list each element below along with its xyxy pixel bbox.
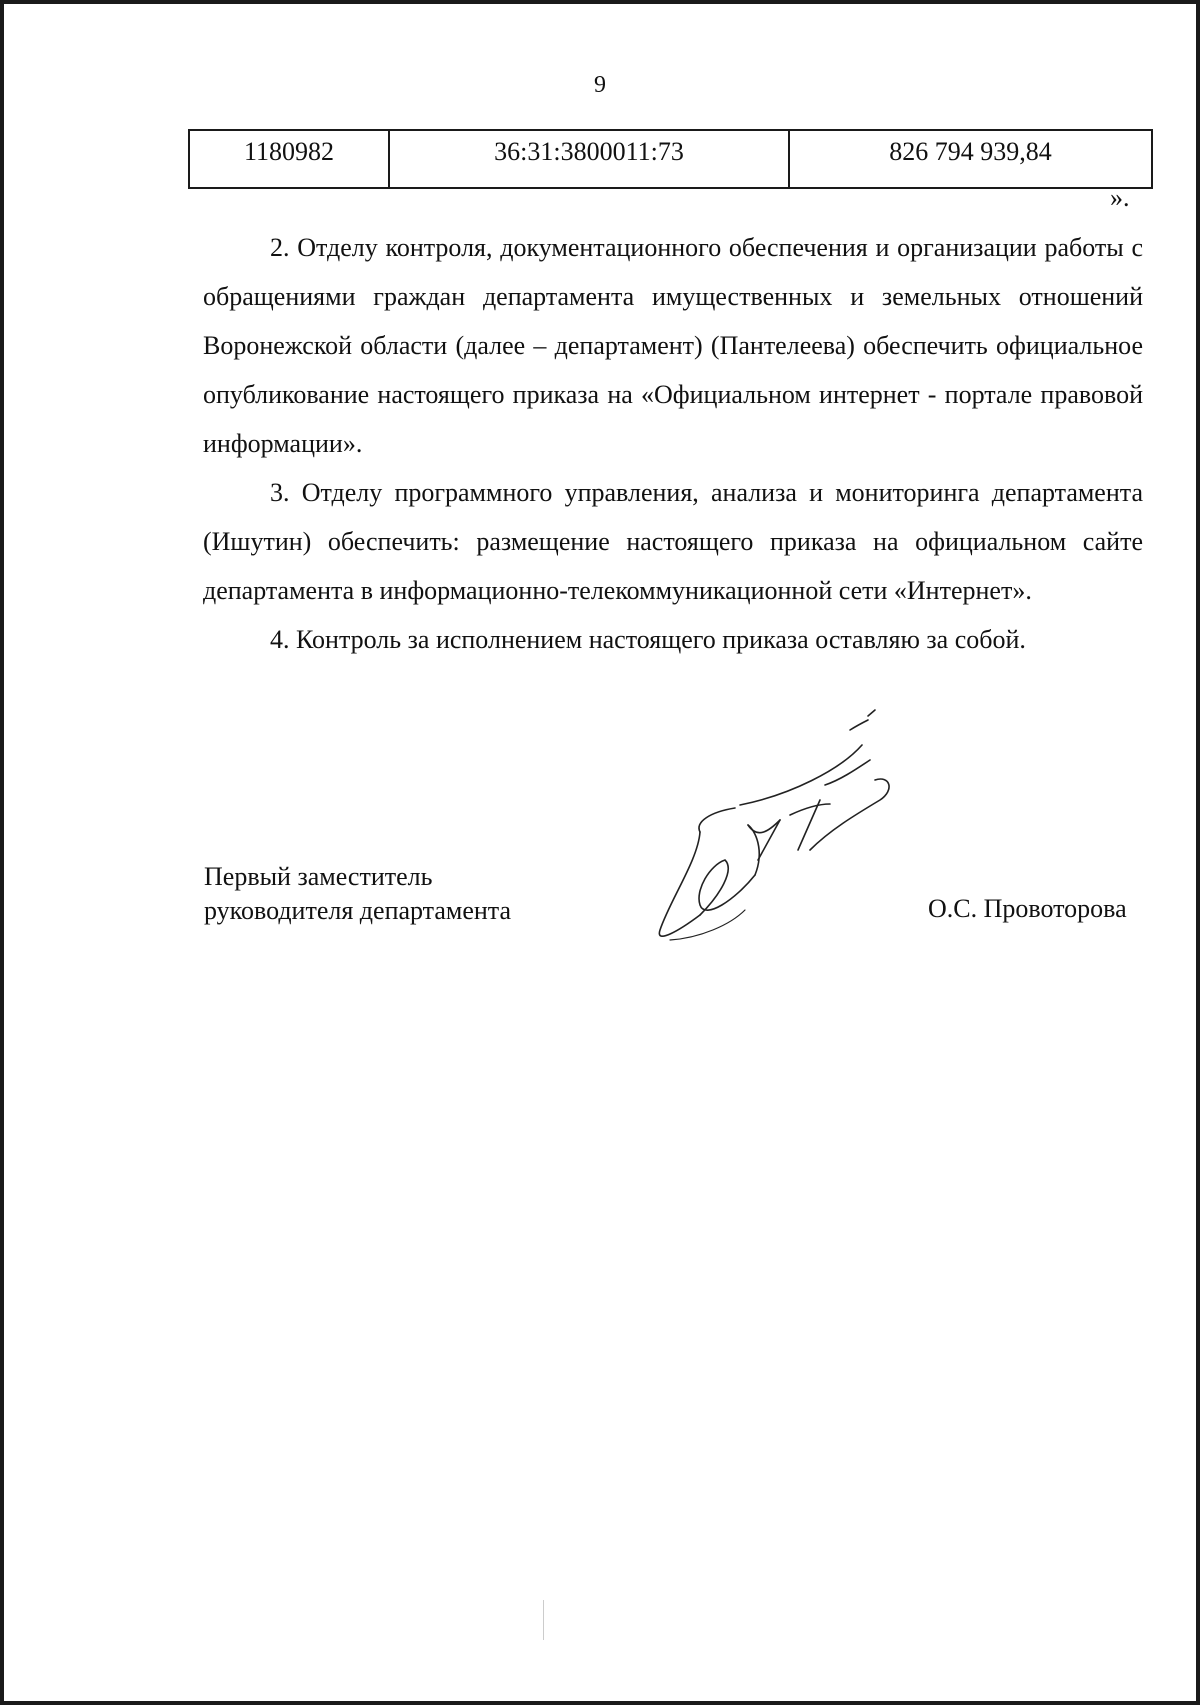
scan-artifact — [543, 1600, 544, 1640]
paragraph-2: 2. Отделу контроля, документационного обеспечения и организации работы с обращениями граждан департамента имущественных и земельных отношений Воронежской области (далее – департамент) (Пантелеева) обеспечить официальное опубликование настоящего приказа на «Официальном интернет - портале правовой информации». — [203, 233, 1143, 458]
cadastral-table — [188, 129, 1153, 189]
signatory-title — [204, 860, 511, 928]
paragraph-4: 4. Контроль за исполнением настоящего приказа оставляю за собой. — [270, 625, 1026, 654]
table-cell-value: 826 794 939,84 — [789, 130, 1152, 188]
document-body — [203, 223, 1143, 664]
paragraph-3: 3. Отделу программного управления, анализа и мониторинга департамента (Ишутин) обеспечить: размещение настоящего приказа на официальном сайте департамента в информационно-телекоммуникационной сети «Интернет». — [203, 478, 1143, 605]
signatory-title-line1: Первый заместитель — [204, 862, 433, 891]
closing-quote: ». — [1110, 183, 1130, 212]
signatory-title-line2: руководителя департамента — [204, 896, 512, 925]
signatory-name: О.С. Провоторова — [928, 894, 1127, 923]
handwritten-signature — [640, 700, 960, 960]
table-cell-cadastral-number: 36:31:3800011:73 — [389, 130, 789, 188]
table-row — [189, 130, 1152, 188]
page-number: 9 — [594, 72, 606, 98]
table-cell-code: 1180982 — [189, 130, 389, 188]
